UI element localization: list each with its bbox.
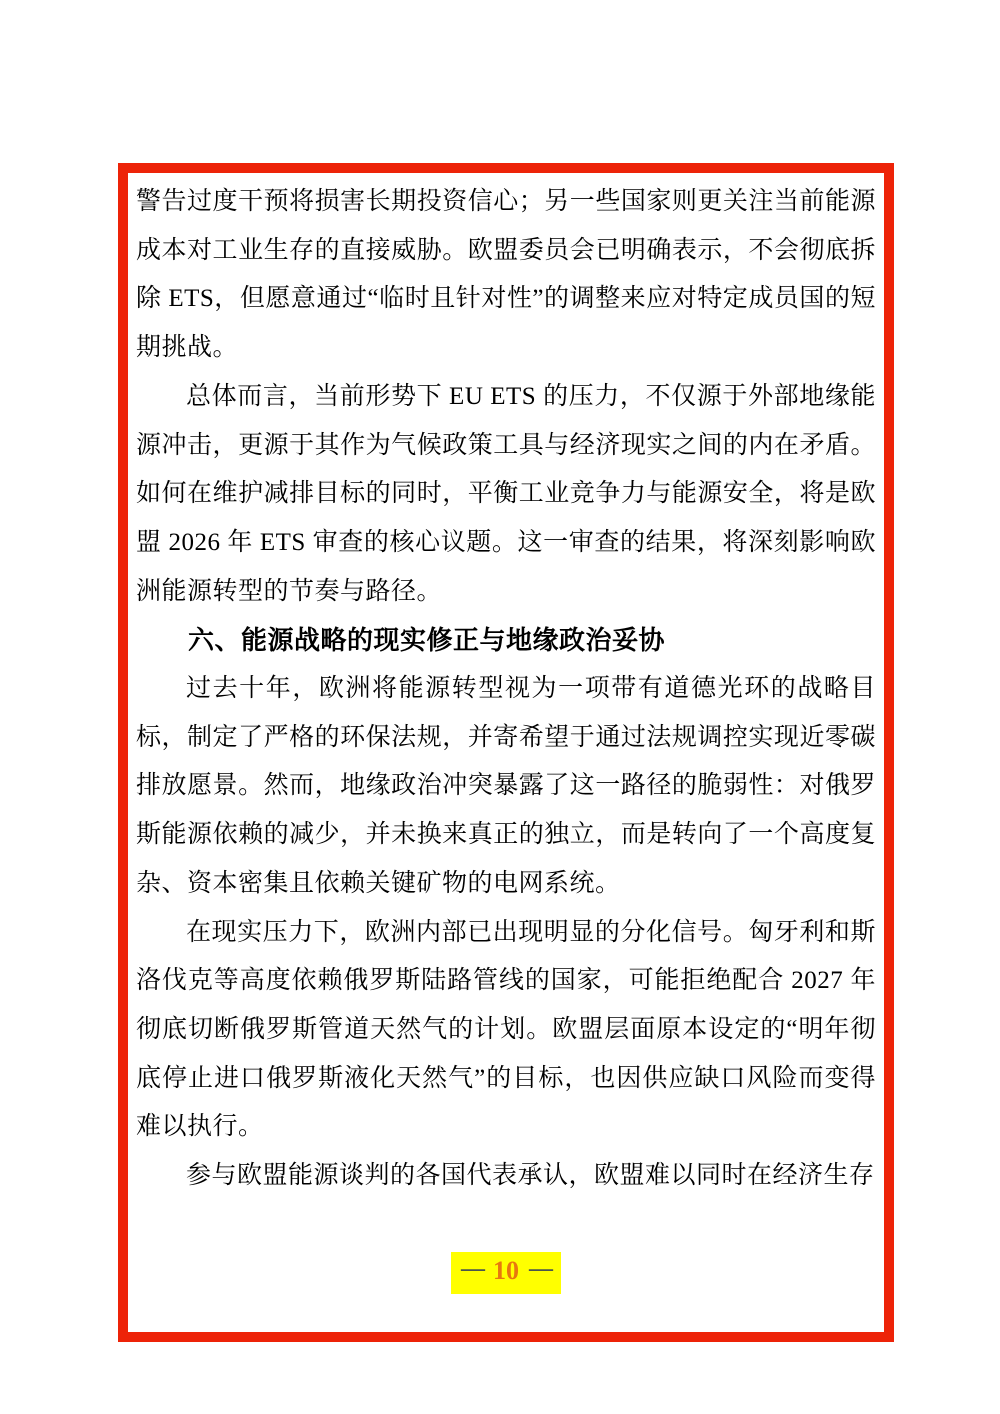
page-number-highlight	[451, 1252, 561, 1294]
paragraph-strategy: 过去十年，欧洲将能源转型视为一项带有道德光环的战略目标，制定了严格的环保法规，并寄希望于通过法规调控实现近零碳排放愿景。然而，地缘政治冲突暴露了这一路径的脆弱性：对俄罗斯能源依赖的减少，并未换来真正的独立，而是转向了一个高度复杂、资本密集且依赖关键矿物的电网系统。	[136, 675, 876, 897]
section-heading: 六、能源战略的现实修正与地缘政治妥协	[188, 625, 666, 656]
paragraph-continued: 警告过度干预将损害长期投资信心；另一些国家则更关注当前能源成本对工业生存的直接威胁。欧盟委员会已明确表示，不会彻底拆除 ETS，但愿意通过“临时且针对性”的调整来应对特定成员国的短期挑战。	[136, 188, 876, 362]
paragraph-summary: 总体而言，当前形势下 EU ETS 的压力，不仅源于外部地缘能源冲击，更源于其作为气候政策工具与经济现实之间的内在矛盾。如何在维护减排目标的同时，平衡工业竞争力与能源安全，将是欧盟 2026 年 ETS 审查的核心议题。这一审查的结果，将深刻影响欧洲能源转型的节奏与路径。	[136, 382, 876, 605]
paragraph-negotiation: 参与欧盟能源谈判的各国代表承认，欧盟难以同时在经济生存	[186, 1162, 875, 1190]
footer-dash-right: —	[529, 1256, 551, 1282]
footer-dash-left: —	[461, 1256, 483, 1282]
page-number: 10	[493, 1256, 519, 1285]
paragraph-divergence: 在现实压力下，欧洲内部已出现明显的分化信号。匈牙利和斯洛伐克等高度依赖俄罗斯陆路管线的国家，可能拒绝配合 2027 年彻底切断俄罗斯管道天然气的计划。欧盟层面原本设定的“明年彻底停止进口俄罗斯液化天然气”的目标，也因供应缺口风险而变得难以执行。	[136, 918, 876, 1141]
page-content	[128, 178, 884, 1201]
page-footer	[118, 1252, 894, 1294]
